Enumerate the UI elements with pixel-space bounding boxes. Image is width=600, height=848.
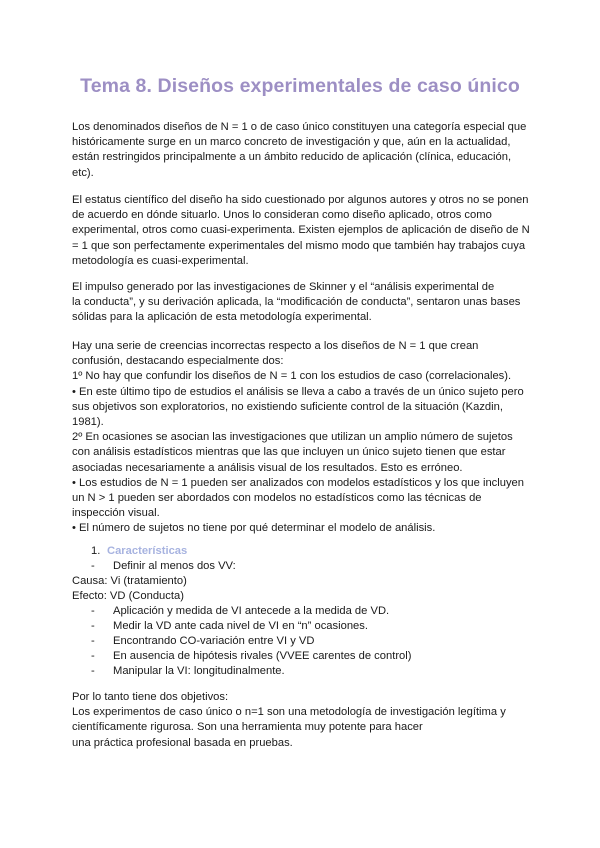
- dash-bullet: -: [91, 620, 95, 632]
- effect-line: Efecto: VD (Conducta): [72, 590, 184, 602]
- dash-bullet: -: [91, 665, 95, 677]
- section-title: Características: [107, 545, 188, 557]
- text-line: un N > 1 pueden ser abordados con modelos no estadísticos como las técnicas de: [72, 492, 482, 505]
- list-item: [91, 634, 314, 649]
- list-item-text: Manipular la VI: longitudinalmente.: [113, 665, 285, 677]
- page-title: Tema 8. Diseños experimentales de caso único: [80, 75, 520, 97]
- list-item-text: En ausencia de hipótesis rivales (VVEE carentes de control): [113, 650, 412, 662]
- text-line: El estatus científico del diseño ha sido cuestionado por algunos autores y otros no se ponen: [72, 194, 529, 206]
- text-line: científicamente rigurosa. Son una herramienta muy potente para hacer: [72, 721, 423, 734]
- list-item: [91, 649, 412, 664]
- text-line: • En este último tipo de estudios el análisis se lleva a cabo a través de un único sujeto pero: [72, 385, 524, 398]
- text-line: sólidas para la aplicación de esta metodología experimental.: [72, 311, 372, 324]
- text-line: Los denominados diseños de N = 1 o de caso único constituyen una categoría especial que: [72, 121, 527, 133]
- text-line: inspección visual.: [72, 507, 160, 520]
- text-line: etc).: [72, 166, 94, 179]
- list-item-text: Medir la VD ante cada nivel de VI en “n” ocasiones.: [113, 620, 368, 632]
- paragraph-beliefs: [72, 339, 542, 537]
- text-line: • Los estudios de N = 1 pueden ser analizados con modelos estadísticos y los que incluyen: [72, 476, 525, 489]
- text-line: 1981).: [72, 416, 104, 429]
- paragraph-intro: [72, 120, 542, 181]
- list-item: [91, 559, 236, 574]
- text-line: con análisis estadísticos mientras que las que incluyen un único sujeto tienen que estar: [72, 446, 506, 459]
- section-number: 1.: [91, 545, 101, 557]
- paragraph-status: [72, 193, 542, 269]
- text-line: de acuerdo en dónde situarlo. Unos lo consideran como diseño aplicado, otros como: [72, 209, 492, 222]
- paragraph-skinner: [72, 280, 542, 326]
- text-line: la conducta”, y su derivación aplicada, la “modificación de conducta”, sentaron unas bases: [72, 296, 521, 309]
- text-line: una práctica profesional basada en pruebas.: [72, 736, 293, 749]
- text-line: metodología es cuasi-experimental.: [72, 254, 249, 267]
- dash-bullet: -: [91, 635, 95, 647]
- text-line: 1º No hay que confundir los diseños de N = 1 con los estudios de caso (correlacionales).: [72, 370, 512, 383]
- text-line: Por lo tanto tiene dos objetivos:: [72, 691, 229, 703]
- text-line: asociadas necesariamente a análisis visual de los resultados. Esto es erróneo.: [72, 461, 463, 474]
- list-item-text: Aplicación y medida de VI antecede a la medida de VD.: [113, 605, 390, 617]
- list-item-text: Encontrando CO-variación entre VI y VD: [113, 635, 315, 647]
- paragraph-conclusion: [72, 690, 542, 751]
- text-line: El impulso generado por las investigaciones de Skinner y el “análisis experimental de: [72, 281, 495, 293]
- text-line: están restringidos principalmente a un ámbito reducido de aplicación (clínica, educación,: [72, 151, 512, 164]
- list-item-text: Definir al menos dos VV:: [113, 560, 236, 572]
- text-line: Hay una serie de creencias incorrectas respecto a los diseños de N = 1 que crean: [72, 340, 479, 352]
- dash-bullet: -: [91, 650, 95, 662]
- text-line: experimental, otros como cuasi-experimenta. Existen ejemplos de aplicación de diseño de N: [72, 224, 530, 237]
- text-line: 2º En ocasiones se asocian las investigaciones que utilizan un amplio número de sujetos: [72, 431, 513, 444]
- text-line: confusión, destacando especialmente dos:: [72, 355, 284, 368]
- text-line: sus objetivos son exploratorios, no existiendo suficiente control de la situación (Kazdin,: [72, 400, 503, 413]
- text-line: • El número de sujetos no tiene por qué determinar el modelo de análisis.: [72, 522, 436, 535]
- cause-line: Causa: Vi (tratamiento): [72, 575, 187, 587]
- text-line: Los experimentos de caso único o n=1 son una metodología de investigación legítima y: [72, 706, 506, 719]
- section-heading: [91, 544, 187, 559]
- list-item: [91, 604, 389, 619]
- dash-bullet: -: [91, 560, 95, 572]
- list-item: [91, 619, 368, 634]
- list-item: [91, 664, 285, 679]
- dash-bullet: -: [91, 605, 95, 617]
- text-line: = 1 que son perfectamente experimentales del mismo modo que también hay trabajos cuya: [72, 239, 526, 252]
- text-line: históricamente surge en un marco concreto de investigación y que, aún en la actualidad,: [72, 136, 511, 149]
